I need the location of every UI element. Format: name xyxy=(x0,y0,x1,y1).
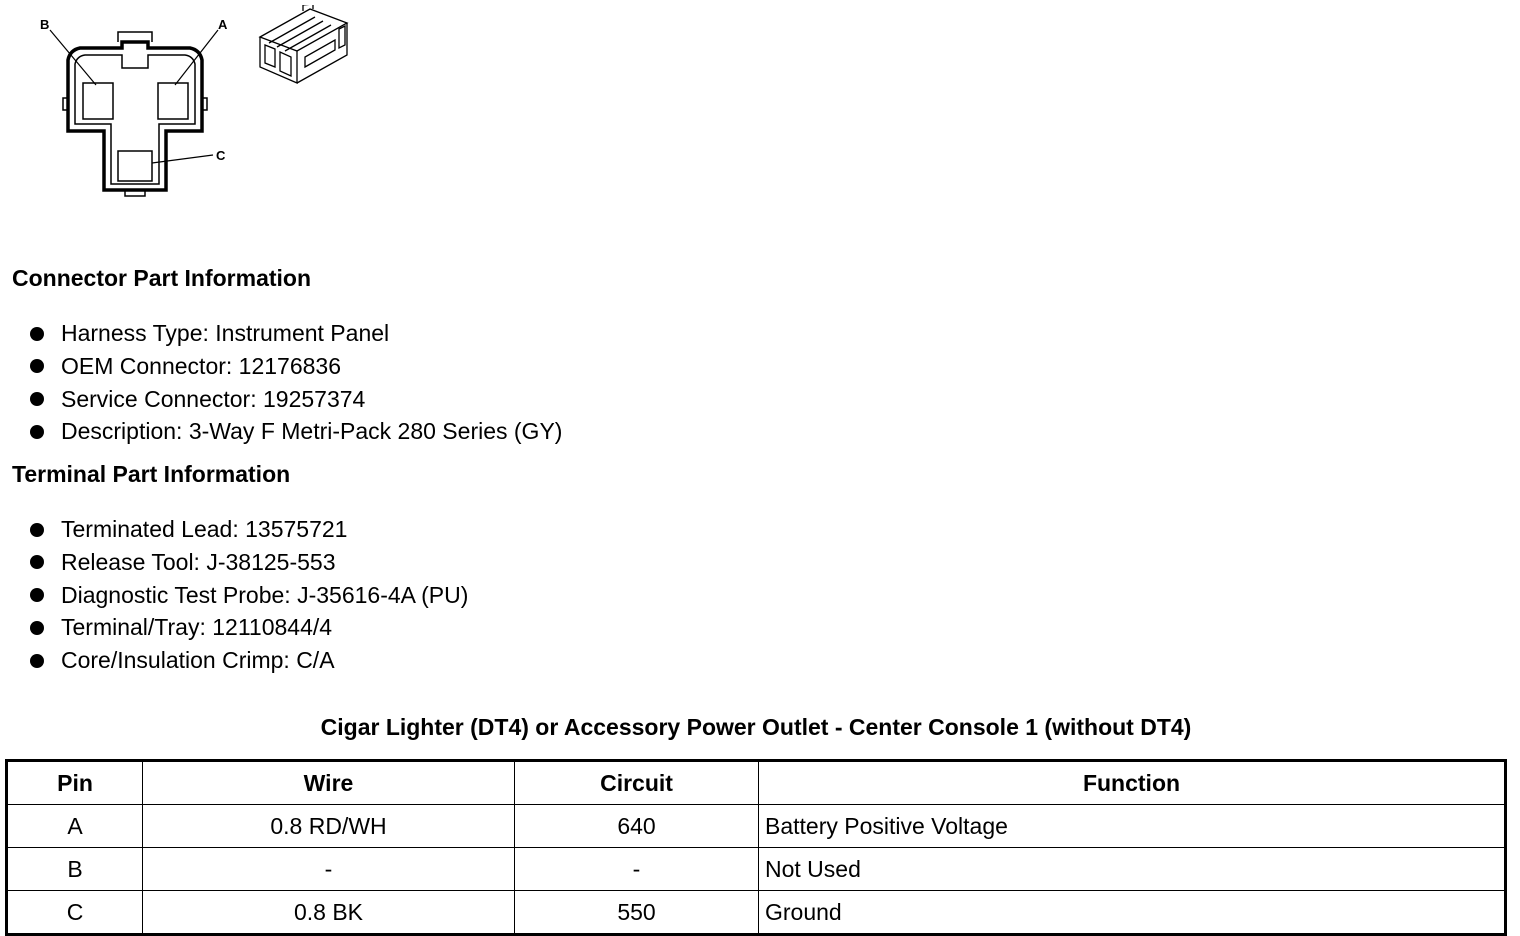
list-item: OEM Connector: 12176836 xyxy=(30,350,562,383)
pin-label-b: B xyxy=(40,17,50,32)
cell-function: Ground xyxy=(759,891,1506,935)
cell-function: Not Used xyxy=(759,848,1506,891)
list-item: Core/Insulation Crimp: C/A xyxy=(30,644,468,677)
pin-label-c: C xyxy=(216,148,226,163)
cell-circuit: 640 xyxy=(515,805,759,848)
connector-part-heading: Connector Part Information xyxy=(12,265,312,291)
cell-circuit: 550 xyxy=(515,891,759,935)
connector-face-diagram xyxy=(30,8,240,203)
list-item: Release Tool: J-38125-553 xyxy=(30,546,468,579)
list-item: Diagnostic Test Probe: J-35616-4A (PU) xyxy=(30,579,468,612)
list-item: Service Connector: 19257374 xyxy=(30,383,562,416)
table-header-row xyxy=(7,761,1506,805)
header-wire: Wire xyxy=(143,761,515,805)
cell-function: Battery Positive Voltage xyxy=(759,805,1506,848)
cell-pin: B xyxy=(7,848,143,891)
terminal-part-list xyxy=(30,513,468,677)
table-row xyxy=(7,848,1506,891)
terminal-part-heading: Terminal Part Information xyxy=(12,461,291,487)
cell-wire: 0.8 RD/WH xyxy=(143,805,515,848)
list-item: Harness Type: Instrument Panel xyxy=(30,317,562,350)
pin-label-a: A xyxy=(218,17,228,32)
connector-isometric-image xyxy=(255,5,355,90)
cell-pin: A xyxy=(7,805,143,848)
list-item: Terminated Lead: 13575721 xyxy=(30,513,468,546)
list-item: Terminal/Tray: 12110844/4 xyxy=(30,611,468,644)
header-circuit: Circuit xyxy=(515,761,759,805)
cell-pin: C xyxy=(7,891,143,935)
header-pin: Pin xyxy=(7,761,143,805)
list-item: Description: 3-Way F Metri-Pack 280 Series (GY) xyxy=(30,415,562,448)
cell-wire: - xyxy=(143,848,515,891)
cell-wire: 0.8 BK xyxy=(143,891,515,935)
header-function: Function xyxy=(759,761,1506,805)
cell-circuit: - xyxy=(515,848,759,891)
pin-table-title: Cigar Lighter (DT4) or Accessory Power Outlet - Center Console 1 (without DT4) xyxy=(320,714,1192,740)
connector-part-list xyxy=(30,317,562,448)
pin-table xyxy=(5,759,1507,936)
table-row xyxy=(7,805,1506,848)
table-row xyxy=(7,891,1506,935)
